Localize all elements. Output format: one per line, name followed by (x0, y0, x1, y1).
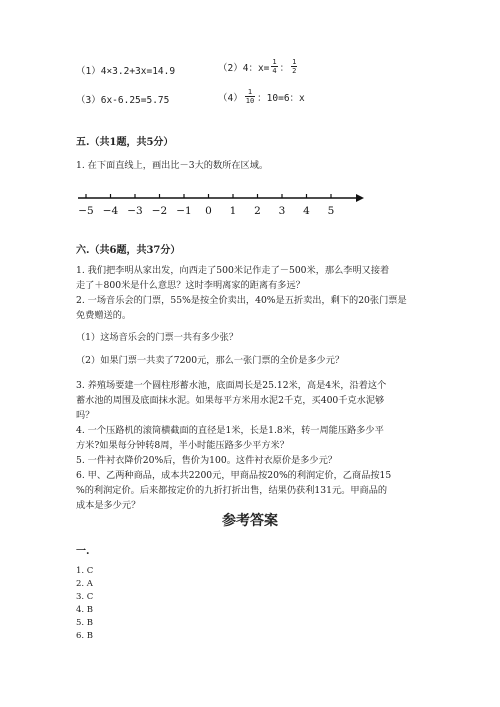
number-line (70, 192, 370, 222)
answer-item: 4. B (76, 605, 94, 615)
calc-q4-prefix: （4） (218, 92, 243, 104)
fraction: $\frac{1}{4}$ (272, 58, 277, 75)
text-line: 4. 一个压路机的滚筒横截面的直径是1米，长是1.8米，转一周能压路多少平 (76, 425, 384, 436)
answer-item: 2. A (76, 579, 93, 589)
sub-question-2: （2）如果门票一共卖了7200元，那么一张门票的全价是多少元？ (76, 355, 345, 366)
section-6-title: 六.（共6题，共37分） (76, 245, 181, 256)
number-line-label: −1 (176, 205, 192, 217)
section-5-title: 五.（共1题，共5分） (76, 137, 174, 148)
section-6-block-2 (76, 378, 391, 513)
text-line: 蓄水池的周围及底面抹水泥。如果每平方米用水泥2千克，买400千克水泥够 (76, 395, 385, 406)
answers-list (76, 565, 93, 643)
section-5-question: 1. 在下面直线上，画出比－3大的数所在区域。 (76, 160, 269, 171)
calc-q2-prefix: （2）4：x= (218, 62, 270, 74)
number-line-label: 5 (327, 205, 335, 217)
number-line-label: 2 (254, 205, 261, 217)
answer-item: 3. C (76, 592, 94, 602)
answers-title: 参考答案 (222, 513, 278, 529)
number-line-label: −5 (78, 205, 94, 217)
calc-q3: （3）6x-6.25=5.75 (76, 95, 170, 106)
number-line-label: 4 (303, 205, 310, 217)
fraction: $\frac{1}{2}$ (292, 58, 297, 75)
ratio-colon: ： (279, 62, 290, 74)
calc-q1: （1）4×3.2+3x=14.9 (76, 66, 176, 77)
number-line-label: −4 (102, 205, 119, 217)
section-6-block-1 (76, 263, 407, 323)
answer-item: 6. B (76, 631, 94, 641)
calc-q2 (218, 58, 299, 75)
text-line: %的利润定价。后来都按定价的九折打折出售，结果仍获利131元。甲商品的 (76, 485, 388, 496)
arrow-right-icon (356, 194, 364, 202)
answer-item: 5. B (76, 618, 94, 628)
calc-q4 (218, 88, 305, 105)
number-line-label: 1 (229, 205, 237, 217)
text-line: 2. 一场音乐会的门票，55%是按全价卖出，40%是五折卖出，剩下的20张门票是 (76, 295, 407, 306)
text-line: 免费赠送的。 (76, 310, 132, 321)
answer-item: 1. C (76, 566, 94, 576)
text-line: 吗？ (76, 410, 95, 421)
calc-q4-rest: ：10=6：x (257, 92, 305, 104)
text-line: 3. 养殖场要建一个圆柱形蓄水池，底面周长是25.12米，高是4米，沿着这个 (76, 380, 387, 391)
fraction: $\frac{1}{10}$ (245, 88, 255, 105)
number-line-label: −2 (151, 205, 168, 217)
text-line: 6. 甲、乙两种商品，成本共2200元，甲商品按20%的利润定价，乙商品按15 (76, 470, 392, 481)
sub-question-1: （1）这场音乐会的门票一共有多少张？ (76, 332, 239, 343)
answers-part-label: 一. (76, 546, 90, 557)
number-line-label: 3 (278, 205, 286, 217)
text-line: 1. 我们把李明从家出发，向西走了500米记作走了－500米，那么李明又接着 (76, 265, 390, 276)
text-line: 成本是多少元？ (76, 500, 141, 511)
text-line: 走了＋800米是什么意思？这时李明离家的距离有多远？ (76, 280, 305, 291)
text-line: 5. 一件衬衣降价20%后，售价为100。这件衬衣原价是多少元？ (76, 455, 337, 466)
number-line-label: −3 (127, 205, 143, 217)
number-line-label: 0 (205, 205, 212, 217)
text-line: 方米?如果每分钟转8周，半小时能压路多少平方米？ (76, 440, 289, 451)
